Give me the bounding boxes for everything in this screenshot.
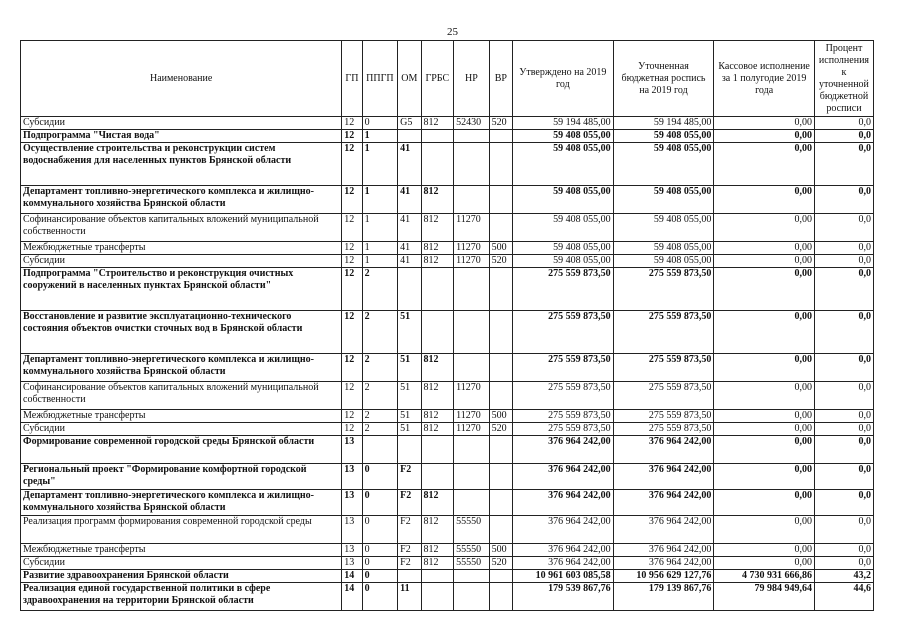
cell-ppgp: 2 <box>362 354 398 382</box>
table-row <box>21 410 874 423</box>
cell-om: 51 <box>398 423 421 436</box>
column-header-nr: НР <box>454 41 490 117</box>
cell-name: Субсидии <box>21 423 342 436</box>
column-header-ppgp: ППГП <box>362 41 398 117</box>
cell-om <box>398 130 421 143</box>
cell-gp: 12 <box>342 311 362 354</box>
cell-ppgp: 0 <box>362 490 398 516</box>
cell-nr <box>454 354 490 382</box>
cell-nr <box>454 130 490 143</box>
cell-gp: 12 <box>342 268 362 311</box>
cell-om <box>398 436 421 464</box>
table-row <box>21 516 874 544</box>
cell-name: Межбюджетные трансферты <box>21 242 342 255</box>
cell-ppgp: 1 <box>362 242 398 255</box>
cell-percent: 43,2 <box>814 570 873 583</box>
table-row <box>21 557 874 570</box>
cell-grbs: 812 <box>421 186 454 214</box>
cell-name: Развитие здравоохранения Брянской области <box>21 570 342 583</box>
cell-grbs <box>421 268 454 311</box>
cell-nr: 11270 <box>454 242 490 255</box>
cell-ppgp: 1 <box>362 214 398 242</box>
cell-vr <box>489 464 512 490</box>
cell-gp: 12 <box>342 423 362 436</box>
table-row <box>21 268 874 311</box>
cell-om: F2 <box>398 557 421 570</box>
cell-vr: 520 <box>489 117 512 130</box>
table-row <box>21 117 874 130</box>
table-row <box>21 214 874 242</box>
cell-refined: 10 956 629 127,76 <box>613 570 714 583</box>
cell-percent: 0,0 <box>814 423 873 436</box>
cell-vr <box>489 268 512 311</box>
cell-nr: 11270 <box>454 255 490 268</box>
cell-nr: 55550 <box>454 557 490 570</box>
cell-refined: 275 559 873,50 <box>613 423 714 436</box>
cell-percent: 0,0 <box>814 410 873 423</box>
cell-executed: 0,00 <box>714 268 815 311</box>
cell-name: Региональный проект "Формирование комфортной городской среды" <box>21 464 342 490</box>
cell-ppgp: 1 <box>362 130 398 143</box>
cell-om: F2 <box>398 516 421 544</box>
cell-gp: 14 <box>342 570 362 583</box>
cell-grbs: 812 <box>421 423 454 436</box>
table-row <box>21 143 874 186</box>
column-header-percent: Процент исполнения к уточненной бюджетной росписи <box>814 41 873 117</box>
cell-executed: 0,00 <box>714 557 815 570</box>
table-row <box>21 186 874 214</box>
table-row <box>21 130 874 143</box>
column-header-vr: ВР <box>489 41 512 117</box>
cell-name: Межбюджетные трансферты <box>21 410 342 423</box>
cell-name: Софинансирование объектов капитальных вложений муниципальной собственности <box>21 214 342 242</box>
cell-gp: 12 <box>342 130 362 143</box>
cell-executed: 0,00 <box>714 410 815 423</box>
cell-approved: 59 408 055,00 <box>513 186 614 214</box>
cell-om: 41 <box>398 214 421 242</box>
cell-grbs <box>421 130 454 143</box>
cell-approved: 376 964 242,00 <box>513 544 614 557</box>
cell-ppgp: 1 <box>362 143 398 186</box>
cell-nr <box>454 311 490 354</box>
cell-refined: 376 964 242,00 <box>613 544 714 557</box>
cell-om: 41 <box>398 242 421 255</box>
cell-executed: 0,00 <box>714 186 815 214</box>
cell-nr <box>454 436 490 464</box>
cell-gp: 13 <box>342 464 362 490</box>
cell-vr: 520 <box>489 423 512 436</box>
cell-name: Софинансирование объектов капитальных вложений муниципальной собственности <box>21 382 342 410</box>
cell-grbs: 812 <box>421 117 454 130</box>
cell-ppgp: 0 <box>362 583 398 611</box>
cell-om: 41 <box>398 186 421 214</box>
cell-ppgp: 1 <box>362 255 398 268</box>
cell-om: G5 <box>398 117 421 130</box>
cell-ppgp: 1 <box>362 186 398 214</box>
cell-vr: 500 <box>489 410 512 423</box>
cell-grbs <box>421 436 454 464</box>
cell-name: Подпрограмма "Чистая вода" <box>21 130 342 143</box>
cell-nr <box>454 464 490 490</box>
cell-om: 51 <box>398 354 421 382</box>
cell-om: F2 <box>398 490 421 516</box>
cell-vr: 520 <box>489 557 512 570</box>
cell-ppgp: 0 <box>362 516 398 544</box>
cell-refined: 275 559 873,50 <box>613 410 714 423</box>
cell-om: 51 <box>398 410 421 423</box>
cell-approved: 376 964 242,00 <box>513 436 614 464</box>
cell-om: 51 <box>398 311 421 354</box>
cell-executed: 0,00 <box>714 516 815 544</box>
cell-percent: 44,6 <box>814 583 873 611</box>
table-row <box>21 423 874 436</box>
cell-nr <box>454 583 490 611</box>
budget-table <box>20 40 874 611</box>
cell-approved: 275 559 873,50 <box>513 423 614 436</box>
cell-grbs: 812 <box>421 382 454 410</box>
table-row <box>21 311 874 354</box>
cell-om: 41 <box>398 143 421 186</box>
cell-gp: 14 <box>342 583 362 611</box>
cell-refined: 376 964 242,00 <box>613 557 714 570</box>
table-row <box>21 255 874 268</box>
table-row <box>21 242 874 255</box>
cell-nr: 11270 <box>454 423 490 436</box>
cell-percent: 0,0 <box>814 186 873 214</box>
cell-executed: 0,00 <box>714 214 815 242</box>
cell-ppgp: 2 <box>362 410 398 423</box>
cell-percent: 0,0 <box>814 436 873 464</box>
cell-refined: 59 194 485,00 <box>613 117 714 130</box>
cell-vr <box>489 382 512 410</box>
cell-name: Формирование современной городской среды Брянской области <box>21 436 342 464</box>
cell-refined: 275 559 873,50 <box>613 382 714 410</box>
cell-ppgp: 2 <box>362 311 398 354</box>
cell-executed: 0,00 <box>714 242 815 255</box>
cell-percent: 0,0 <box>814 354 873 382</box>
cell-vr <box>489 130 512 143</box>
column-header-refined: Уточненная бюджетная роспись на 2019 год <box>613 41 714 117</box>
cell-approved: 59 408 055,00 <box>513 130 614 143</box>
cell-name: Осуществление строительства и реконструкции систем водоснабжения для населенных пунктов Брянской области <box>21 143 342 186</box>
table-body <box>21 117 874 611</box>
cell-approved: 275 559 873,50 <box>513 268 614 311</box>
cell-om: 51 <box>398 382 421 410</box>
cell-gp: 12 <box>342 117 362 130</box>
cell-executed: 79 984 949,64 <box>714 583 815 611</box>
cell-executed: 0,00 <box>714 255 815 268</box>
cell-executed: 0,00 <box>714 423 815 436</box>
cell-refined: 376 964 242,00 <box>613 516 714 544</box>
cell-refined: 59 408 055,00 <box>613 255 714 268</box>
table-row <box>21 544 874 557</box>
cell-executed: 0,00 <box>714 311 815 354</box>
cell-approved: 376 964 242,00 <box>513 464 614 490</box>
cell-approved: 59 408 055,00 <box>513 143 614 186</box>
cell-refined: 376 964 242,00 <box>613 436 714 464</box>
cell-grbs <box>421 464 454 490</box>
cell-refined: 275 559 873,50 <box>613 268 714 311</box>
cell-gp: 12 <box>342 186 362 214</box>
cell-vr <box>489 490 512 516</box>
cell-vr <box>489 516 512 544</box>
cell-approved: 275 559 873,50 <box>513 311 614 354</box>
table-row <box>21 490 874 516</box>
cell-executed: 0,00 <box>714 354 815 382</box>
cell-vr: 520 <box>489 255 512 268</box>
cell-ppgp: 0 <box>362 117 398 130</box>
cell-nr: 11270 <box>454 214 490 242</box>
cell-ppgp: 2 <box>362 268 398 311</box>
column-header-grbs: ГРБС <box>421 41 454 117</box>
cell-approved: 59 408 055,00 <box>513 214 614 242</box>
cell-nr: 11270 <box>454 410 490 423</box>
cell-approved: 59 408 055,00 <box>513 255 614 268</box>
column-header-om: ОМ <box>398 41 421 117</box>
cell-approved: 59 408 055,00 <box>513 242 614 255</box>
cell-vr <box>489 570 512 583</box>
cell-om <box>398 570 421 583</box>
cell-name: Субсидии <box>21 255 342 268</box>
cell-executed: 0,00 <box>714 544 815 557</box>
cell-ppgp: 0 <box>362 570 398 583</box>
cell-percent: 0,0 <box>814 464 873 490</box>
cell-refined: 59 408 055,00 <box>613 214 714 242</box>
table-row <box>21 570 874 583</box>
cell-grbs: 812 <box>421 490 454 516</box>
cell-nr: 52430 <box>454 117 490 130</box>
cell-executed: 4 730 931 666,86 <box>714 570 815 583</box>
cell-vr: 500 <box>489 544 512 557</box>
cell-vr <box>489 214 512 242</box>
column-header-executed: Кассовое исполнение за 1 полугодие 2019 года <box>714 41 815 117</box>
cell-vr <box>489 436 512 464</box>
cell-percent: 0,0 <box>814 382 873 410</box>
cell-ppgp: 0 <box>362 557 398 570</box>
cell-percent: 0,0 <box>814 268 873 311</box>
cell-name: Субсидии <box>21 117 342 130</box>
cell-approved: 376 964 242,00 <box>513 490 614 516</box>
cell-om: 41 <box>398 255 421 268</box>
cell-executed: 0,00 <box>714 436 815 464</box>
cell-ppgp: 0 <box>362 464 398 490</box>
cell-nr <box>454 570 490 583</box>
page-number: 25 <box>447 26 458 38</box>
cell-approved: 10 961 603 085,58 <box>513 570 614 583</box>
cell-executed: 0,00 <box>714 464 815 490</box>
cell-vr <box>489 354 512 382</box>
cell-ppgp: 0 <box>362 544 398 557</box>
cell-grbs <box>421 143 454 186</box>
cell-gp: 13 <box>342 557 362 570</box>
cell-nr <box>454 186 490 214</box>
cell-executed: 0,00 <box>714 490 815 516</box>
cell-approved: 59 194 485,00 <box>513 117 614 130</box>
cell-name: Департамент топливно-энергетического комплекса и жилищно-коммунального хозяйства Брянской области <box>21 354 342 382</box>
cell-grbs <box>421 311 454 354</box>
column-header-name: Наименование <box>21 41 342 117</box>
cell-vr <box>489 143 512 186</box>
cell-gp: 12 <box>342 410 362 423</box>
cell-percent: 0,0 <box>814 255 873 268</box>
cell-ppgp <box>362 436 398 464</box>
cell-ppgp: 2 <box>362 382 398 410</box>
cell-gp: 12 <box>342 382 362 410</box>
cell-vr: 500 <box>489 242 512 255</box>
cell-grbs <box>421 583 454 611</box>
cell-approved: 376 964 242,00 <box>513 557 614 570</box>
cell-name: Восстановление и развитие эксплуатационно-технического состояния объектов очистки сточных вод в Брянской области <box>21 311 342 354</box>
cell-percent: 0,0 <box>814 242 873 255</box>
cell-grbs: 812 <box>421 214 454 242</box>
cell-refined: 376 964 242,00 <box>613 464 714 490</box>
cell-gp: 12 <box>342 143 362 186</box>
cell-nr <box>454 490 490 516</box>
cell-vr <box>489 186 512 214</box>
cell-percent: 0,0 <box>814 143 873 186</box>
cell-om: 11 <box>398 583 421 611</box>
cell-percent: 0,0 <box>814 557 873 570</box>
cell-gp: 12 <box>342 255 362 268</box>
cell-name: Субсидии <box>21 557 342 570</box>
cell-om <box>398 268 421 311</box>
cell-refined: 275 559 873,50 <box>613 354 714 382</box>
cell-vr <box>489 311 512 354</box>
table-row <box>21 583 874 611</box>
cell-ppgp: 2 <box>362 423 398 436</box>
cell-name: Подпрограмма "Строительство и реконструкция очистных сооружений в населенных пунктах Брянской области" <box>21 268 342 311</box>
cell-executed: 0,00 <box>714 382 815 410</box>
cell-approved: 179 539 867,76 <box>513 583 614 611</box>
table-header-row <box>21 41 874 117</box>
cell-vr <box>489 583 512 611</box>
cell-name: Реализация единой государственной политики в сфере здравоохранения на территории Брянской области <box>21 583 342 611</box>
cell-nr <box>454 268 490 311</box>
cell-percent: 0,0 <box>814 130 873 143</box>
cell-name: Департамент топливно-энергетического комплекса и жилищно-коммунального хозяйства Брянской области <box>21 186 342 214</box>
table-row <box>21 354 874 382</box>
cell-refined: 179 139 867,76 <box>613 583 714 611</box>
cell-grbs <box>421 570 454 583</box>
cell-gp: 12 <box>342 354 362 382</box>
table-row <box>21 382 874 410</box>
cell-refined: 59 408 055,00 <box>613 242 714 255</box>
cell-grbs: 812 <box>421 255 454 268</box>
cell-gp: 13 <box>342 544 362 557</box>
cell-nr: 55550 <box>454 516 490 544</box>
cell-executed: 0,00 <box>714 117 815 130</box>
cell-grbs: 812 <box>421 242 454 255</box>
cell-approved: 275 559 873,50 <box>513 410 614 423</box>
column-header-gp: ГП <box>342 41 362 117</box>
cell-name: Реализация программ формирования современной городской среды <box>21 516 342 544</box>
cell-grbs: 812 <box>421 516 454 544</box>
cell-gp: 12 <box>342 214 362 242</box>
cell-nr <box>454 143 490 186</box>
cell-executed: 0,00 <box>714 143 815 186</box>
cell-percent: 0,0 <box>814 117 873 130</box>
cell-percent: 0,0 <box>814 311 873 354</box>
cell-name: Межбюджетные трансферты <box>21 544 342 557</box>
cell-grbs: 812 <box>421 557 454 570</box>
cell-nr: 55550 <box>454 544 490 557</box>
cell-approved: 376 964 242,00 <box>513 516 614 544</box>
cell-percent: 0,0 <box>814 544 873 557</box>
cell-grbs: 812 <box>421 354 454 382</box>
cell-om: F2 <box>398 544 421 557</box>
cell-name: Департамент топливно-энергетического комплекса и жилищно-коммунального хозяйства Брянской области <box>21 490 342 516</box>
cell-gp: 13 <box>342 490 362 516</box>
column-header-approved: Утверждено на 2019 год <box>513 41 614 117</box>
cell-approved: 275 559 873,50 <box>513 354 614 382</box>
cell-percent: 0,0 <box>814 516 873 544</box>
cell-gp: 12 <box>342 242 362 255</box>
cell-gp: 13 <box>342 436 362 464</box>
cell-percent: 0,0 <box>814 490 873 516</box>
cell-om: F2 <box>398 464 421 490</box>
cell-refined: 376 964 242,00 <box>613 490 714 516</box>
cell-grbs: 812 <box>421 544 454 557</box>
cell-refined: 59 408 055,00 <box>613 143 714 186</box>
cell-nr: 11270 <box>454 382 490 410</box>
cell-executed: 0,00 <box>714 130 815 143</box>
table-row <box>21 464 874 490</box>
cell-refined: 59 408 055,00 <box>613 186 714 214</box>
table-row <box>21 436 874 464</box>
cell-refined: 59 408 055,00 <box>613 130 714 143</box>
cell-grbs: 812 <box>421 410 454 423</box>
cell-gp: 13 <box>342 516 362 544</box>
cell-percent: 0,0 <box>814 214 873 242</box>
cell-refined: 275 559 873,50 <box>613 311 714 354</box>
cell-approved: 275 559 873,50 <box>513 382 614 410</box>
